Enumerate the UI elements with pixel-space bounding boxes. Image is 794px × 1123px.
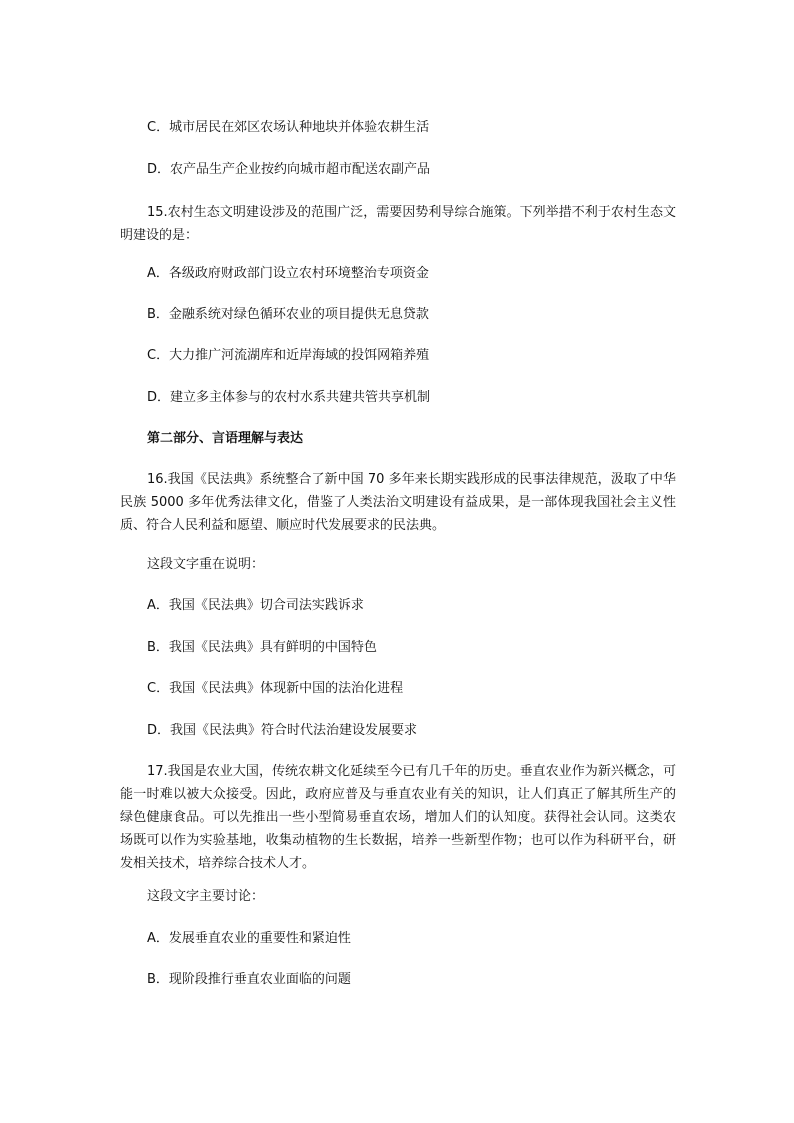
q15-stem: 15.农村生态文明建设涉及的范围广泛，需要因势利导综合施策。下列举措不利于农村生态文明建设的是： [120,205,676,243]
q16-option-a: A．我国《民法典》切合司法实践诉求 [147,598,364,613]
q15-option-a: A．各级政府财政部门设立农村环境整治专项资金 [147,266,429,281]
q16-option-d: D．我国《民法典》符合时代法治建设发展要求 [147,723,418,738]
q16-stem: 16.我国《民法典》系统整合了新中国 70 多年来长期实践形成的民事法律规范，汲取了中华民族 5000 多年优秀法律文化，借鉴了人类法治文明建设有益成果，是一部体现我国社会主义性质、符合人民利益和愿望、顺应时代发展要求的民法典。 [120,472,676,533]
q15-option-b: B．金融系统对绿色循环农业的项目提供无息贷款 [147,307,429,322]
q17-option-b: B．现阶段推行垂直农业面临的问题 [147,972,351,987]
q15-option-d: D．建立多主体参与的农村水系共建共管共享机制 [147,390,431,405]
q14-option-c: C．城市居民在郊区农场认种地块并体验农耕生活 [147,120,430,135]
q15-option-c: C．大力推广河流湖库和近岸海域的投饵网箱养殖 [147,348,430,363]
q17-option-a: A．发展垂直农业的重要性和紧迫性 [147,931,351,946]
q17-prompt: 这段文字主要讨论： [147,889,265,904]
q14-option-d: D．农产品生产企业按约向城市超市配送农副产品 [147,162,431,177]
q16-option-b: B．我国《民法典》具有鲜明的中国特色 [147,640,377,655]
q16-prompt: 这段文字重在说明： [147,557,265,572]
q17-stem: 17.我国是农业大国，传统农耕文化延续至今已有几千年的历史。垂直农业作为新兴概念，可能一时难以被大众接受。因此，政府应普及与垂直农业有关的知识，让人们真正了解其所生产的绿色健康食品。可以先推出一些小型简易垂直农场，增加人们的认知度。获得社会认同。这类农场既可以作为实验基地，收集动植物的生长数据，培养一些新型作物；也可以作为科研平台，研发相关技术，培养综合技术人才。 [120,764,676,871]
q16-option-c: C．我国《民法典》体现新中国的法治化进程 [147,681,404,696]
section-heading: 第二部分、言语理解与表达 [147,431,304,446]
